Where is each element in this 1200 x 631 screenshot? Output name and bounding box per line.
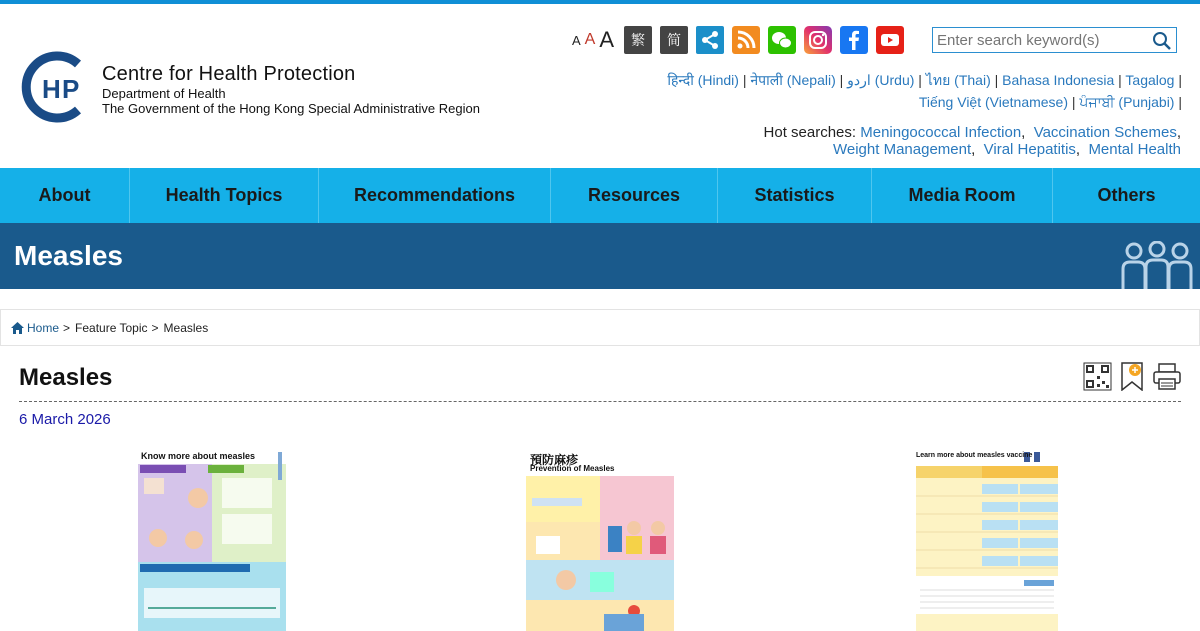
poster-title: 預防麻疹: [530, 453, 579, 467]
breadcrumb-current: Measles: [163, 320, 209, 335]
chp-logo-icon: [20, 50, 92, 124]
nav-resources[interactable]: Resources: [551, 168, 718, 223]
dept-name: Department of Health: [102, 86, 226, 101]
simplified-chinese-button[interactable]: 简: [660, 26, 688, 54]
search-box: [932, 27, 1177, 53]
hot-searches-label: Hot searches:: [763, 124, 857, 141]
org-name: Centre for Health Protection: [102, 63, 356, 85]
facebook-icon[interactable]: [840, 26, 868, 54]
gov-name: The Government of the Hong Kong Special Administrative Region: [102, 101, 480, 116]
lang-nepali[interactable]: नेपाली (Nepali): [750, 72, 836, 88]
poster-title: Learn more about measles vaccine: [916, 452, 1033, 459]
nav-media-room[interactable]: Media Room: [872, 168, 1053, 223]
home-icon: [11, 322, 24, 334]
nav-health-topics[interactable]: Health Topics: [130, 168, 319, 223]
traditional-chinese-button[interactable]: 繁: [624, 26, 652, 54]
top-toolbar: [572, 26, 912, 54]
hot-search-link[interactable]: Mental Health: [1088, 141, 1181, 158]
nav-about[interactable]: About: [0, 168, 130, 223]
lang-indonesian[interactable]: Bahasa Indonesia: [1002, 72, 1115, 88]
hot-search-link[interactable]: Weight Management: [833, 141, 972, 158]
nav-recommendations[interactable]: Recommendations: [319, 168, 551, 223]
hot-search-link[interactable]: Meningococcal Infection: [860, 124, 1022, 141]
nav-statistics[interactable]: Statistics: [718, 168, 872, 223]
poster-graphic: [526, 448, 674, 631]
font-size-small[interactable]: A: [572, 32, 581, 48]
page-title: Measles: [19, 364, 113, 391]
print-icon[interactable]: [1152, 362, 1182, 391]
qr-code-icon[interactable]: [1083, 362, 1112, 391]
poster-graphic: [138, 448, 288, 631]
lang-tagalog[interactable]: Tagalog: [1125, 72, 1175, 88]
poster-subtitle: Prevention of Measles: [530, 464, 615, 473]
instagram-icon[interactable]: [804, 26, 832, 54]
search-icon[interactable]: [1152, 31, 1172, 51]
search-input[interactable]: [933, 29, 1143, 51]
svg-text:H: H: [42, 74, 61, 104]
breadcrumb-home[interactable]: Home: [27, 320, 60, 335]
bookmark-icon[interactable]: [1120, 362, 1144, 391]
chp-logo[interactable]: [20, 50, 480, 124]
page-tools: [1075, 362, 1182, 391]
publish-date: 6 March 2026: [19, 411, 111, 428]
poster-know-more-measles[interactable]: [138, 448, 288, 631]
youtube-icon[interactable]: [876, 26, 904, 54]
title-divider: [19, 401, 1181, 402]
wechat-icon[interactable]: [768, 26, 796, 54]
breadcrumb-feature-topic[interactable]: Feature Topic: [75, 320, 148, 335]
share-icon[interactable]: [696, 26, 724, 54]
hot-search-link[interactable]: Viral Hepatitis: [983, 141, 1076, 158]
font-size-large[interactable]: A: [599, 27, 615, 52]
lang-urdu[interactable]: اردو (Urdu): [847, 72, 915, 88]
hot-searches: Hot searches: Meningococcal Infection, Vaccination Schemes, Weight Management, Viral Hepatitis, Mental Health: [763, 124, 1181, 158]
poster-title: Know more about measles: [141, 451, 256, 461]
poster-graphic: [914, 448, 1060, 631]
lang-vietnamese[interactable]: Tiếng Việt (Vietnamese): [918, 94, 1068, 110]
lang-punjabi[interactable]: ਪੰਜਾਬੀ (Punjabi): [1079, 94, 1175, 110]
font-size-medium[interactable]: A: [584, 31, 596, 48]
main-nav: [0, 168, 1200, 223]
org-name-block: [102, 64, 480, 116]
poster-measles-vaccine[interactable]: [914, 448, 1060, 631]
lang-hindi[interactable]: हिन्दी (Hindi): [667, 72, 739, 88]
breadcrumb: Home > Feature Topic > Measles: [0, 309, 1200, 346]
section-banner: [0, 223, 1200, 289]
top-stripe: [0, 0, 1200, 4]
banner-title: Measles: [14, 240, 123, 271]
poster-prevention-measles[interactable]: [526, 448, 674, 631]
rss-icon[interactable]: [732, 26, 760, 54]
svg-text:P: P: [62, 74, 80, 104]
nav-others[interactable]: Others: [1097, 185, 1156, 205]
hot-search-link[interactable]: Vaccination Schemes: [1033, 124, 1177, 141]
language-links: हिन्दी (Hindi) | नेपाली (Nepali) | اردو (Urdu) | ไทย (Thai) | Bahasa Indonesia | Tagalog | Tiếng Việt (Vietnamese) | ਪੰਜਾਬੀ (Punjabi) |: [667, 72, 1182, 110]
lang-thai[interactable]: ไทย (Thai): [925, 72, 991, 88]
people-group-icon: [1120, 241, 1194, 289]
